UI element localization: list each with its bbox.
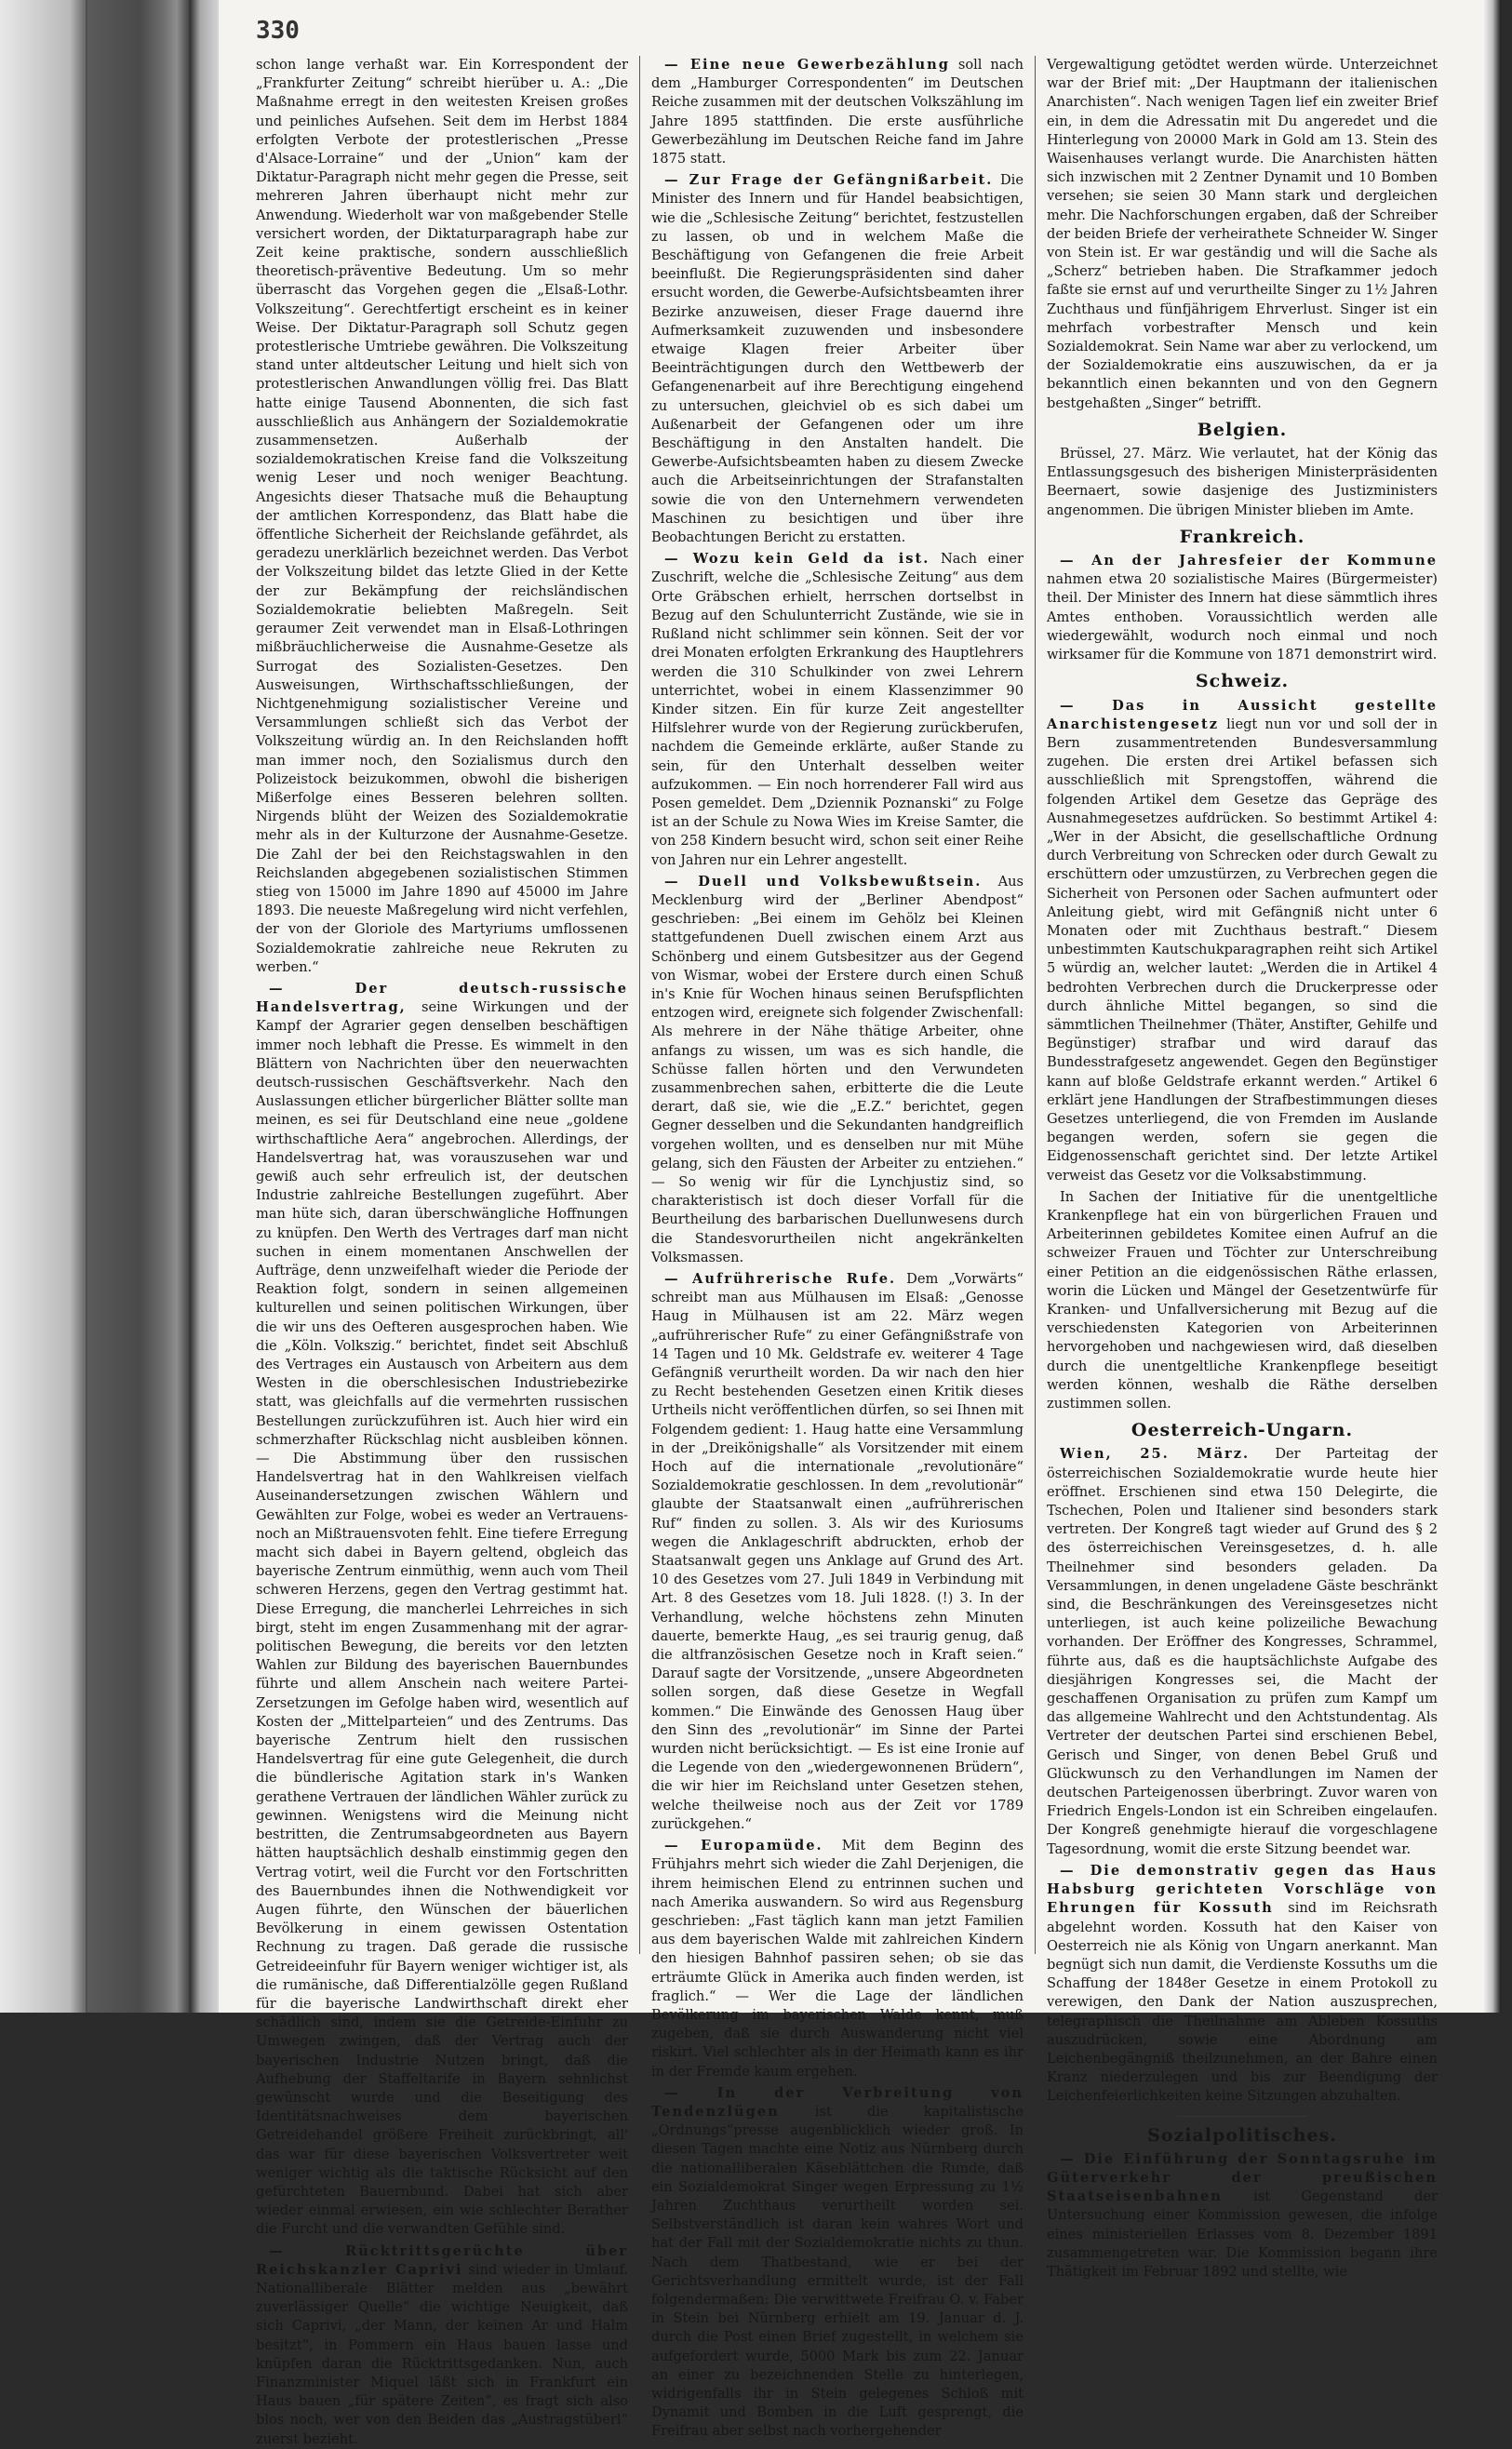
article-paragraph (256, 56, 628, 977)
article-paragraph (651, 56, 1024, 168)
text-column-3 (1047, 56, 1438, 2280)
article-paragraph (1047, 1445, 1438, 1858)
article-paragraph (1047, 2150, 1438, 2282)
page-edge-shadow (1484, 0, 1501, 2013)
section-heading: Oesterreich-Ungarn. (1131, 1420, 1354, 1441)
article-text: Die Minister des Innern und für Handel beabsichtigen, wie die „Schlesische Zeitung“ berichtet, festzustellen zu lassen, ob und in welchem Maße die Beschäftigung von Gefangenen die freie Arbeit beeinflußt. Die Regierungspräsidenten sind daher ersucht worden, die Gewerbe-Aufsichtsbeamten ihrer Bezirke anzuweisen, dieser Frage dauernd ihre Aufmerksamkeit zuzuwenden und insbesondere etwaige Klagen freier Arbeiter über Beeinträchtigungen durch den Wettbewerb der Gefangenenarbeit auf ihre Berechtigung eingehend zu untersuchen, gleichviel ob es sich dabei um Außenarbeit der Gefangenen oder um ihre Beschäftigung in den Anstalten handelt. Die Gewerbe-Aufsichtsbeamten haben zu diesem Zwecke auch die Arbeitseinrichtungen der Strafanstalten sowie die von den Unternehmern verwendeten Maschinen zu besichtigen und über ihre Beobachtungen Bericht zu erstatten. (651, 172, 1024, 546)
article-lead: Wien, 25. März. (1060, 1446, 1251, 1463)
article-text: nahmen etwa 20 sozialistische Maires (Bürgermeister) theil. Der Minister des Innern hat diese sämmtlich ihres Amtes enthoben. Voraussichtlich werden alle wiedergewählt, wodurch noch einmal und noch wirksamer für die Kommune von 1871 demonstrirt wird. (1047, 571, 1438, 663)
text-column-2 (651, 56, 1024, 2440)
article-paragraph (651, 873, 1024, 1267)
article-text: soll nach dem „Hamburger Correspondenten“ im Deutschen Reiche zusammen mit der deutschen Volkszählung im Jahre 1895 stattfinden. Die erste ausführliche Gewerbezählung im Deutschen Reiche fand im Jahre 1875 statt. (651, 57, 1024, 167)
article-text: schon lange verhaßt war. Ein Korrespondent der „Frankfurter Zeitung“ schreibt hierüber u. A.: „Die Maßnahme erregt in den weitesten Kreisen großes und peinliches Aufsehen. Seit dem im Herbst 1884 erfolgten Verbote der protestlerischen „Presse d'Alsace-Lorraine“ und der „Union“ kam der Diktatur-Paragraph nicht mehr gegen die Presse, seit mehreren Jahren überhaupt nicht mehr zur Anwendung. Wiederholt war von maßgebender Stelle versichert worden, der Diktaturparagraph habe zur Zeit keine praktische, sondern ausschließlich theoretisch-präventive Bedeutung. Um so mehr überrascht das Vorgehen gegen die „Elsaß-Lothr. Volkszeitung“. Gerechtfertigt erscheint es in keiner Weise. Der Diktatur-Paragraph soll Schutz gegen protestlerische Umtriebe gewähren. Die Volkszeitung stand unter altdeutscher Leitung und hielt sich von protestlerischen Anwandlungen völlig frei. Das Blatt hatte einige Tausend Abonnenten, die sich fast ausschließlich aus Anhängern der Sozialdemokratie zusammensetzen. Außerhalb der sozialdemokratischen Kreise fand die Volkszeitung wenig Leser und noch weniger Beachtung. Angesichts dieser Thatsache muß die Behauptung der amtlichen Korrespondenz, das Blatt habe die öffentliche Sicherheit der Reichslande gefährdet, als geradezu unerklärlich bezeichnet werden. Das Verbot der Volkszeitung bildet das letzte Glied in der Kette der zur Bekämpfung der reichsländischen Sozialdemokratie beliebten Maßregeln. Seit geraumer Zeit verwendet man in Elsaß-Lothringen mißbräuchlicherweise die Ausnahme-Gesetze als Surrogat des Sozialisten-Gesetzes. Den Ausweisungen, Wirthschaftsschließungen, der Nichtgenehmigung sozialistischer Vereine und Versammlungen schließt sich das Verbot der Volkszeitung würdig an. In den Reichslanden hofft man immer noch, den Sozialismus durch den Polizeistock beizukommen, obwohl die bisherigen Mißerfolge eines Besseren belehren sollten. Nirgends blüht der Weizen des Sozialdemokratie mehr als in der Kulturzone der Ausnahme-Gesetze. Die Zahl der bei den Reichstagswahlen in den Reichslanden abgegebenen sozialistischen Stimmen stieg von 15000 im Jahre 1890 auf 45000 im Jahre 1893. Die neueste Maßregelung wird nicht verfehlen, der von der Gloriole des Martyriums umflossenen Sozialdemokratie zahlreiche neue Rekruten zu werben.“ (256, 57, 628, 975)
section-heading: Belgien. (1197, 419, 1288, 440)
article-lead: — An der Jahresfeier der Kommune (1060, 553, 1438, 569)
column-rule (639, 56, 640, 1954)
article-text: liegt nun vor und soll der in Bern zusammentretenden Bundesversammlung zugehen. Die ersten drei Artikel befassen sich ausschließlich mit Sprengstoffen, während die folgenden Artikel dem Gesetze das Gepräge des Ausnahmegesetzes aufdrücken. So bestimmt Artikel 4: „Wer in der Absicht, die gesellschaftliche Ordnung durch Verbreitung von Schrecken oder durch Gewalt zu erschüttern oder umzustürzen, zu Verbrechen gegen die Sicherheit von Personen oder Sachen aufmuntert oder Anleitung giebt, wird mit Gefängniß nicht unter 6 Monaten oder mit Zuchthaus bestraft.“ Diesem unbestimmten Kautschukparagraphen reiht sich Artikel 5 würdig an, welcher lautet: „Werden die in Artikel 4 bedrohten Verbrechen durch die Druckerpresse oder durch ähnliche Mittel begangen, so sind die sämmtlichen Theilnehmer (Thäter, Anstifter, Gehilfe und Begünstiger) strafbar und wird darauf das Bundesstrafgesetz angewendet. Gegen den Begünstiger kann auf bloße Geldstrafe erkannt werden.“ Artikel 6 erklärt jene Handlungen der Strafbestimmungen dieses Gesetzes unterliegend, die von Fremden im Auslande begangen werden, sofern sie gegen die Eidgenossenschaft gerichtet sind. Der letzte Artikel verweist das Gesetz vor die Volksabstimmung. (1047, 716, 1438, 1184)
article-paragraph (651, 1837, 1024, 2081)
article-paragraph (1047, 1188, 1438, 1413)
article-paragraph (651, 550, 1024, 869)
article-text: sind wieder in Umlauf. Nationalliberale Blätter melden aus „bewährt zuverlässiger Quelle“ die wichtige Neuigkeit, daß sich Caprivi, „der Mann, der keinen Ar und Halm besitzt“, in Pommern ein Haus bauen lasse und knüpfen daran die Rücktrittsgedanken. Nun, auch Finanzminister Miquel läßt sich in Frankfurt ein Haus bauen „für spätere Zeiten“, es fragt sich also blos noch, wer von den Beiden das „Austragstüberl“ zuerst bezieht. (256, 2261, 629, 2447)
article-lead: — Die Einführung der Sonntagsruhe im Güterverkehr der preußischen Staatseisenbahnen (1047, 2150, 1438, 2205)
article-text: sind im Reichsrath abgelehnt worden. Kossuth hat den Kaiser von Oesterreich nie als König von Ungarn anerkannt. Man begnügt sich nun damit, die Verdienste Kossuths um die Schaffung der 1848er Gesetze in einem Protokoll zu verewigen, den Dank der Nation auszusprechen, telegraphisch die Theilnahme am Ableben Kossuths auszudrücken, sowie eine Abordnung am Leichenbegängniß theilzunehmen, an der Bahre einen Kranz niederzulegen und bis zur Beendigung der Leichenfeierlichkeiten keine Sitzungen abzuhalten. (1047, 1900, 1438, 2105)
article-text: Mit dem Beginn des Frühjahrs mehrt sich wieder die Zahl Derjenigen, die ihrem heimischen Elend zu entrinnen suchen und nach Amerika auswandern. So wird aus Regensburg geschrieben: „Fast täglich kann man jetzt Familien aus dem bayerischen Walde mit zahlreichen Kindern den hiesigen Bahnhof passiren sehen; ob sie das erträumte Glück in Amerika auch finden werden, ist fraglich.“ — Wer die Lage der ländlichen Bevölkerung im bayerischen Walde kennt, muß zugeben, daß sie durch Auswanderung nicht viel riskirt. Viel schlechter als in der Heimath kann es ihr in der Fremde kaum ergehen. (651, 1838, 1024, 2080)
page-number: 330 (256, 17, 300, 45)
article-text: seine Wirkungen und der Kampf der Agrarier gegen denselben beschäftigen immer noch lebhaft die Presse. Es wimmelt in den Blättern von Nachrichten über den neuerwachten deutsch-russischen Geschäftsverkehr. Nach den Auslassungen etlicher bürgerlicher Blätter sollte man meinen, es sei für Deutschland eine neue „goldene wirthschaftliche Aera“ angebrochen. Allerdings, der Handelsvertrag hat, was vorauszusehen war und gewiß auch sehr erfreulich ist, der deutschen Industrie zahlreiche Bestellungen zugeführt. Aber man hüte sich, daran überschwängliche Hoffnungen zu knüpfen. Den Werth des Vertrages darf man nicht suchen in einem momentanen Anschwellen der Aufträge, denn unzweifelhaft wieder die Periode der Reaktion folgt, sondern in seinen allgemeinen kulturellen und seinen politischen Wirkungen, über die wir uns des Oefteren ausgesprochen haben. Wie die „Köln. Volkszig.“ berichtet, findet seit Abschluß des Vertrages ein Austausch von Arbeitern aus dem Westen in die oberschlesischen Industriebezirke statt, was gleichfalls auf die vermehrten russischen Bestellungen zurückzuführen ist. Auch hier wird ein schmerzhafter Rückschlag nicht ausbleiben können. — Die Abstimmung über den russischen Handelsvertrag hat in den Wahlkreisen vielfach Auseinandersetzungen zwischen Wählern und Gewählten zur Folge, wobei es weder an Vertrauens- noch an Mißtrauensvoten fehlt. Eine tiefere Erregung macht sich dabei in Bayern geltend, obgleich das bayerische Zentrum einmüthig, wenn auch vom Theil schweren Herzens, gegen den Vertrag gestimmt hat. Diese Erregung, die mancherlei Lehrreiches in sich birgt, steht im engen Zusammenhang mit der agrar-politischen Bewegung, die bereits vor den letzten Wahlen zur Bildung des bayerischen Bauernbundes führte und allem Anschein nach weitere Partei-Zersetzungen im Gefolge haben wird, wesentlich auf Kosten der „Mittelparteien“ und des Zentrums. Das bayerische Zentrum hielt den russischen Handelsvertrag für eine gute Gelegenheit, die durch die bündlerische Agitation stark in's Wanken gerathene Vertrauen der ländlichen Wähler zurück zu gewinnen. Wenigstens wird die Meinung nicht bestritten, die Zentrumsabgeordneten aus Bayern hätten hauptsächlich deshalb einstimmig gegen den Vertrag votirt, weil die Furcht vor den Fortschritten des Bauernbundes ihnen die Nothwendigkeit vor Augen führte, den Wünschen der bäuerlichen Bevölkerung in einem gewissen Ostentation Rechnung zu tragen. Daß gerade die russische Getreideeinfuhr für Bayern weniger wichtiger ist, als die rumänische, daß Differentialzölle gegen Rußland für die bayerische Landwirthschaft direkt eher schädlich sind, indem sie die Getreide-Einfuhr zu Umwegen zwingen, daß der Vertrag auch der bayerischen Industrie Nutzen bringt, daß die Aufhebung der Staffeltarife in Bayern sehnlichst gewünscht wurde und die Beseitigung des Identitätsnachweises dem bayerischen Getreidehandel größere Freiheit zurückbringt, all' das war für diese bayerischen Volksvertreter weit weniger wichtig als die taktische Rücksicht auf den gefürchteten Bauernbund. Dabei hat sich aber wieder einmal erwiesen, ein wie schlechter Berather die Furcht und die verwandten Gefühle sind. (256, 999, 628, 2238)
article-paragraph (1047, 1862, 1438, 2107)
article-text: In Sachen der Initiative für die unentgeltliche Krankenpflege hat ein von bürgerlichen Frauen und Arbeiterinnen gebildetes Komitee einen Aufruf an die schweizer Frauen und Töchter zur Unterschreibung einer Petition an die eidgenössischen Räthe erlassen, worin die Lücken und Mängel der Gesetzentwürfe für Kranken- und Unfallversicherung mit Bezug auf die verschiedensten Kategorien von Arbeiterinnen hervorgehoben und nachgewiesen wird, daß dieselben durch die unentgeltliche Krankenpflege beseitigt werden können, weshalb die Räthe derselben zustimmen sollen. (1047, 1188, 1438, 1412)
text-column-1 (256, 56, 629, 2447)
article-lead: — Duell und Volksbewußtsein. (664, 873, 983, 890)
article-lead: — In der Verbreitung von Tendenzlügen (651, 2084, 1024, 2120)
spine-line (86, 0, 87, 2013)
article-lead: — Eine neue Gewerbezählung (664, 57, 950, 73)
article-paragraph (256, 2242, 628, 2449)
article-paragraph (651, 171, 1024, 547)
article-paragraph (1047, 552, 1438, 664)
article-lead: — Die demonstrativ gegen das Haus Habsburg gerichteten Vorschläge von Ehrungen für Kossuth (1047, 1862, 1438, 1917)
article-text: Der Parteitag der österreichischen Sozialdemokratie wurde heute hier eröffnet. Erschienen sind etwa 150 Delegirte, die Tschechen, Polen und Italiener sind besonders stark vertreten. Der Kongreß tagt wieder auf Grund des § 2 des österreichischen Vereinsgesetzes, d. h. alle Theilnehmer sind besonders geladen. Da Versammlungen, in denen ungeladene Gäste beschränkt sind, die Beschränkungen des Vereinsgesetzes nicht unterliegen, ist auch keine polizeiliche Bewachung vorhanden. Der Eröffner des Kongresses, Schrammel, führte aus, daß es die hauptsächlichste Aufgabe des diesjährigen Kongresses sei, die Macht der geschaffenen Organisation zu prüfen zum Kampf um das allgemeine Wahlrecht und den Achtstundentag. Als Vertreter der deutschen Partei sind erschienen Bebel, Gerisch und Singer, von denen Bebel Gruß und Glückwunsch zu den Verhandlungen im Namen der deutschen Parteigenossen überbringt. Zuvor waren von Friedrich Engels-London ist ein Schreiben eingelaufen. Der Kongreß genehmigte hierauf die vorgeschlagene Tagesordnung, womit die erste Sitzung beendet war. (1047, 1446, 1438, 1857)
article-lead: — Wozu kein Geld da ist. (664, 551, 930, 568)
article-lead: — Europamüde. (664, 1838, 823, 1854)
article-text: Dem „Vorwärts“ schreibt man aus Mülhausen im Elsaß: „Genosse Haug in Mülhausen ist am 22. März wegen „aufrührerischer Rufe“ zu einer Gefängnißstrafe von 14 Tagen und 10 Mk. Geldstrafe ev. weiterer 4 Tage Gefängniß verurtheilt worden. Da wir nach den hier zu Recht bestehenden Gesetzen einen Kritik dieses Urtheils nicht veröffentlichen dürfen, so sei Ihnen mit Folgendem gedient: 1. Haug hatte eine Versammlung in der „Dreikönigshalle“ als Vorsitzender mit einem Hoch auf die internationale „revolutionäre“ Sozialdemokratie geschlossen. In dem „revolutionär“ glaubte der Staatsanwalt einen „aufrührerischen Ruf“ finden zu sollen. 3. Als wir des Kuriosums wegen die Anklageschrift abdruckten, erhob der Staatsanwalt gegen uns Anklage auf Grund des Art. 10 des Gesetzes vom 27. Juli 1849 in Verbindung mit Art. 8 des Gesetzes vom 18. Juli 1828. (!) 3. In der Verhandlung, welche höchstens zehn Minuten dauerte, bemerkte Haug, „es sei traurig genug, daß die altfranzösischen Gesetze noch in Kraft seien.“ Darauf sagte der Vorsitzende, „unsere Abgeordneten sollen sorgen, daß diese Gesetze in Wegfall kommen.“ Die Einwände des Genossen Haug über den Sinn des „revolutionär“ im Sinne der Partei wurden nicht berücksichtigt. — Es ist eine Ironie auf die Legende von den „wiedergewonnenen Brüdern“, die wir hier im Reichsland unter Gesetzen stehen, welche theilweise noch aus der Zeit vor 1789 zurückgehen.“ (651, 1271, 1024, 1832)
article-lead: — Der deutsch-russische Handelsvertrag, (256, 980, 628, 1016)
article-paragraph (256, 980, 628, 2240)
article-lead: — Aufrührerische Rufe. (664, 1271, 897, 1287)
article-paragraph (651, 2084, 1024, 2442)
column-rule (1035, 56, 1036, 1954)
section-separator (1177, 2116, 1307, 2117)
section-heading: Schweiz. (1195, 671, 1290, 692)
book-binding (0, 0, 219, 2013)
article-paragraph (1047, 445, 1438, 520)
newspaper-page (219, 0, 1501, 2447)
article-text: ist die kapitalistische „Ordnungs“presse augenblicklich wieder groß. In diesen Tagen machte eine Notiz aus Nürnberg durch die nationalliberalen Käseblättchen die Runde, daß ein Sozialdemokrat Singer wegen Erpressung zu 1½ Jahren Zuchthaus verurtheilt worden sei. Selbstverständlich ist daran kein wahres Wort und hat der Fall mit der Sozialdemokratie nichts zu thun. Nach dem Thatbestand, wie er bei der Gerichtsverhandlung ermittelt wurde, ist der Fall folgendermaßen: Die verwittwete Freifrau O. v. Faber in Stein bei Nürnberg erhielt am 19. Januar d. J. durch die Post einen Brief zugestellt, in welchem sie aufgefordert wurde, 5000 Mark bis zum 22. Januar an einer zu bezeichnenden Stelle zu hinterlegen, widrigenfalls ihr in Stein gelegenes Schloß mit Dynamit und Bomben in die Luft gesprengt, die Freifrau aber selbst nach vorhergehender (651, 2103, 1024, 2440)
article-paragraph (1047, 697, 1438, 1185)
article-lead: — Das in Aussicht gestellte Anarchistengesetz (1047, 697, 1438, 732)
article-lead: — Zur Frage der Gefängnißarbeit. (664, 172, 994, 189)
article-text: Vergewaltigung getödtet werden würde. Unterzeichnet war der Brief mit: „Der Hauptmann der italienischen Anarchisten“. Nach wenigen Tagen lief ein zweiter Brief ein, in dem die Adressatin mit Du angeredet und die Hinterlegung von 20000 Mark in Gold am 13. Stein des Waisenhauses verlangt wurde. Die Anarchisten hätten sich inzwischen mit 2 Zentner Dynamit und 10 Bomben versehen; sie seien 30 Mann stark und dergleichen mehr. Die Nachforschungen ergaben, daß der Schreiber der beiden Briefe der verheirathete Schneider W. Singer von Stein ist. Er war geständig und will die Sache als „Scherz“ betrieben haben. Die Strafkammer jedoch faßte sie ernst auf und verurtheilte Singer zu 1½ Jahren Zuchthaus und fünfjährigem Ehrverlust. Singer ist ein mehrfach vorbestrafter Mensch und kein Sozialdemokrat. Sein Name war aber zu verlockend, um der Sozialdemokratie eins auszuwischen, da er ja bekanntlich einen bekannten und von den Gegnern bestgehaßten „Singer“ betrifft. (1047, 57, 1438, 411)
section-heading: Frankreich. (1179, 526, 1305, 547)
article-text: Aus Mecklenburg wird der „Berliner Abendpost“ geschrieben: „Bei einem im Gehölz bei Kleinen stattgefundenen Duell zwischen einem Arzt aus Schönberg und einem Gutsbesitzer aus der Gegend von Wismar, wobei der Erstere durch einen Schuß in's Knie für Wochen hinaus seinen Berufspflichten entzogen wird, ereignete sich folgender Zwischenfall: Als mehrere in der Nähe thätige Arbeiter, ohne anfangs zu wissen, um was es sich handle, die Schüsse fallen hörten und den Verwundeten zusammenbrechen sahen, erbitterte die die Leute derart, daß sie, wie die „E.Z.“ berichtet, gegen Gegner desselben und die Sekundanten handgreiflich vorgehen wollten, und es denselben nur mit Mühe gelang, sich den Fäusten der Arbeiter zu entziehen.“ — So wenig wir für die Lynchjustiz sind, so charakteristisch ist doch dieser Vorfall für die Beurtheilung des barbarischen Duellunwesens durch die Standesvorurtheilen nicht angekränkelten Volksmassen. (651, 873, 1024, 1265)
article-lead: — Rücktrittsgerüchte über Reichskanzler Caprivi (256, 2242, 628, 2278)
article-text: ist Gegenstand der Untersuchung einer Kommission gewesen, die infolge eines ministeriellen Erlasses vom 8. Dezember 1891 zusammengetreten war. Die Kommission begann ihre Thätigkeit im Februar 1892 und stellte, wie (1047, 2188, 1438, 2280)
article-paragraph (1047, 56, 1438, 413)
article-text: Brüssel, 27. März. Wie verlautet, hat der König das Entlassungsgesuch des bisherigen Ministerpräsidenten Beernaert, sowie dasjenige des Justizministers angenommen. Die übrigen Minister blieben im Amte. (1047, 446, 1438, 518)
spine-line (189, 0, 191, 2013)
article-text: Nach einer Zuschrift, welche die „Schlesische Zeitung“ aus dem Orte Gräbschen erhielt, herrschen dortselbst in Bezug auf den Schulunterricht Zustände, wie sie in Rußland nicht schlimmer sein können. Seit der vor drei Monaten erfolgten Erkrankung des Hauptlehrers werden die 310 Schulkinder von zwei Lehrern unterrichtet, wobei in einem Klassenzimmer 90 Kinder sitzen. Ein für kurze Zeit angestellter Hilfslehrer wurde von der Regierung zurückberufen, nachdem die Gemeinde erklärte, außer Stande zu sein, für den Unterhalt desselben weiter aufzukommen. — Ein noch horrenderer Fall wird aus Posen gemeldet. Dem „Dziennik Poznanski“ zu Folge ist an der Schule zu Nowa Wies im Kreise Samter, die von 258 Kindern besucht wird, schon seit einer Reihe von Jahren nur ein Lehrer angestellt. (651, 551, 1024, 868)
section-heading: Sozialpolitisches. (1147, 2124, 1337, 2146)
article-paragraph (651, 1270, 1024, 1834)
